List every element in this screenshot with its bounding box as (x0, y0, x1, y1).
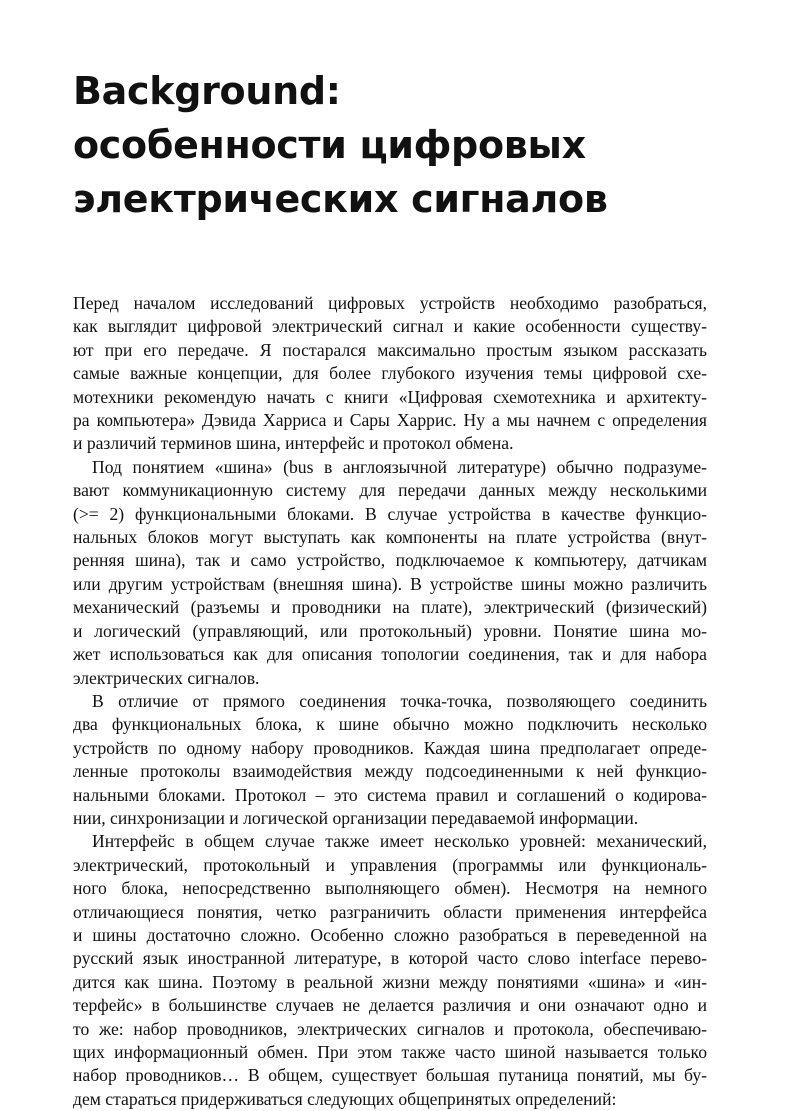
text-line: электрических сигналов. (73, 667, 260, 688)
body-text (73, 292, 707, 1111)
paragraph (73, 292, 707, 456)
text-line: Интерфейс в общем случае также имеет несколько уровней: механический, (92, 831, 707, 852)
paragraph (73, 690, 707, 830)
text-line: вают коммуникационную систему для передачи данных между несколькими (73, 480, 707, 501)
text-line: нальных блоков могут выступать как компоненты на плате устройства (внут- (73, 527, 707, 548)
text-line: нальными блоками. Протокол – это система правил и соглашений о кодирова- (73, 784, 707, 805)
text-line: ют при его передаче. Я постарался максимально простым языком рассказать (73, 339, 707, 360)
text-line: отличающиеся понятия, четко разграничить области применения интерфейса (73, 901, 707, 922)
title-line: электрических сигналов (73, 177, 608, 221)
text-line: то же: набор проводников, электрических сигналов и протокола, обеспечиваю- (73, 1018, 707, 1039)
text-line: жет использоваться как для описания топологии соединения, так и для набора (73, 644, 707, 665)
chapter-title (73, 64, 733, 226)
text-line: нии, синхронизации и логической организации передаваемой информации. (73, 807, 639, 828)
text-line: и логический (управляющий, или протокольный) уровни. Понятие шина мо- (73, 620, 707, 641)
text-line: и шины достаточно сложно. Особенно сложно разобраться в переведенной на (73, 924, 707, 945)
paragraph (73, 456, 707, 690)
text-line: мотехники рекомендую начать с книги «Цифровая схемотехника и архитекту- (73, 386, 707, 407)
text-line: В отличие от прямого соединения точка-точка, позволяющего соединить (92, 690, 707, 711)
text-line: устройств по одному набору проводников. Каждая шина предполагает опреде- (73, 737, 707, 758)
text-line: ренняя шина), так и само устройство, подключаемое к компьютеру, датчикам (73, 550, 707, 571)
text-line: щих информационный обмен. При этом также часто шиной называется только (73, 1042, 707, 1062)
text-line: ного блока, непосредственно выполняющего обмен). Несмотря на немного (73, 878, 707, 899)
title-line: особенности цифровых (73, 123, 586, 167)
paragraph (73, 830, 707, 1111)
text-line: дем стараться придерживаться следующих общепринятых определений: (73, 1088, 617, 1109)
text-line: дится как шина. Поэтому в реальной жизни между понятиями «шина» и «ин- (73, 971, 707, 992)
text-line: (>= 2) функциональными блоками. В случае устройства в качестве функцио- (73, 503, 707, 524)
text-line: или другим устройствам (внешняя шина). В устройстве шины можно различить (73, 573, 707, 594)
text-line: и различий терминов шина, интерфейс и протокол обмена. (73, 433, 514, 454)
text-line: самые важные концепции, для более глубокого изучения темы цифровой схе- (73, 363, 707, 384)
text-line: Перед началом исследований цифровых устройств необходимо разобраться, (73, 293, 707, 313)
text-line: русский язык иностранной литературе, в которой часто слово interface перево- (73, 948, 707, 969)
text-line: Под понятием «шина» (bus в англоязычной литературе) обычно подразуме- (92, 456, 707, 477)
text-line: два функциональных блока, к шине обычно можно подключить несколько (73, 714, 707, 735)
title-line: Background: (73, 69, 341, 113)
text-line: ра компьютера» Дэвида Харриса и Сары Харрис. Ну а мы начнем с определения (73, 410, 707, 431)
text-line: электрический, протокольный и управления (программы или функциональ- (73, 854, 707, 875)
text-line: как выглядит цифровой электрический сигнал и какие особенности существу- (73, 316, 707, 337)
text-line: терфейс» в большинстве случаев не делается различия и они означают одно и (73, 995, 707, 1016)
text-line: набор проводников… В общем, существует большая путаница понятий, мы бу- (73, 1065, 707, 1086)
text-line: ленные протоколы взаимодействия между подсоединенными к ней функцио- (73, 761, 707, 782)
text-line: механический (разъемы и проводники на плате), электрический (физический) (73, 597, 707, 618)
